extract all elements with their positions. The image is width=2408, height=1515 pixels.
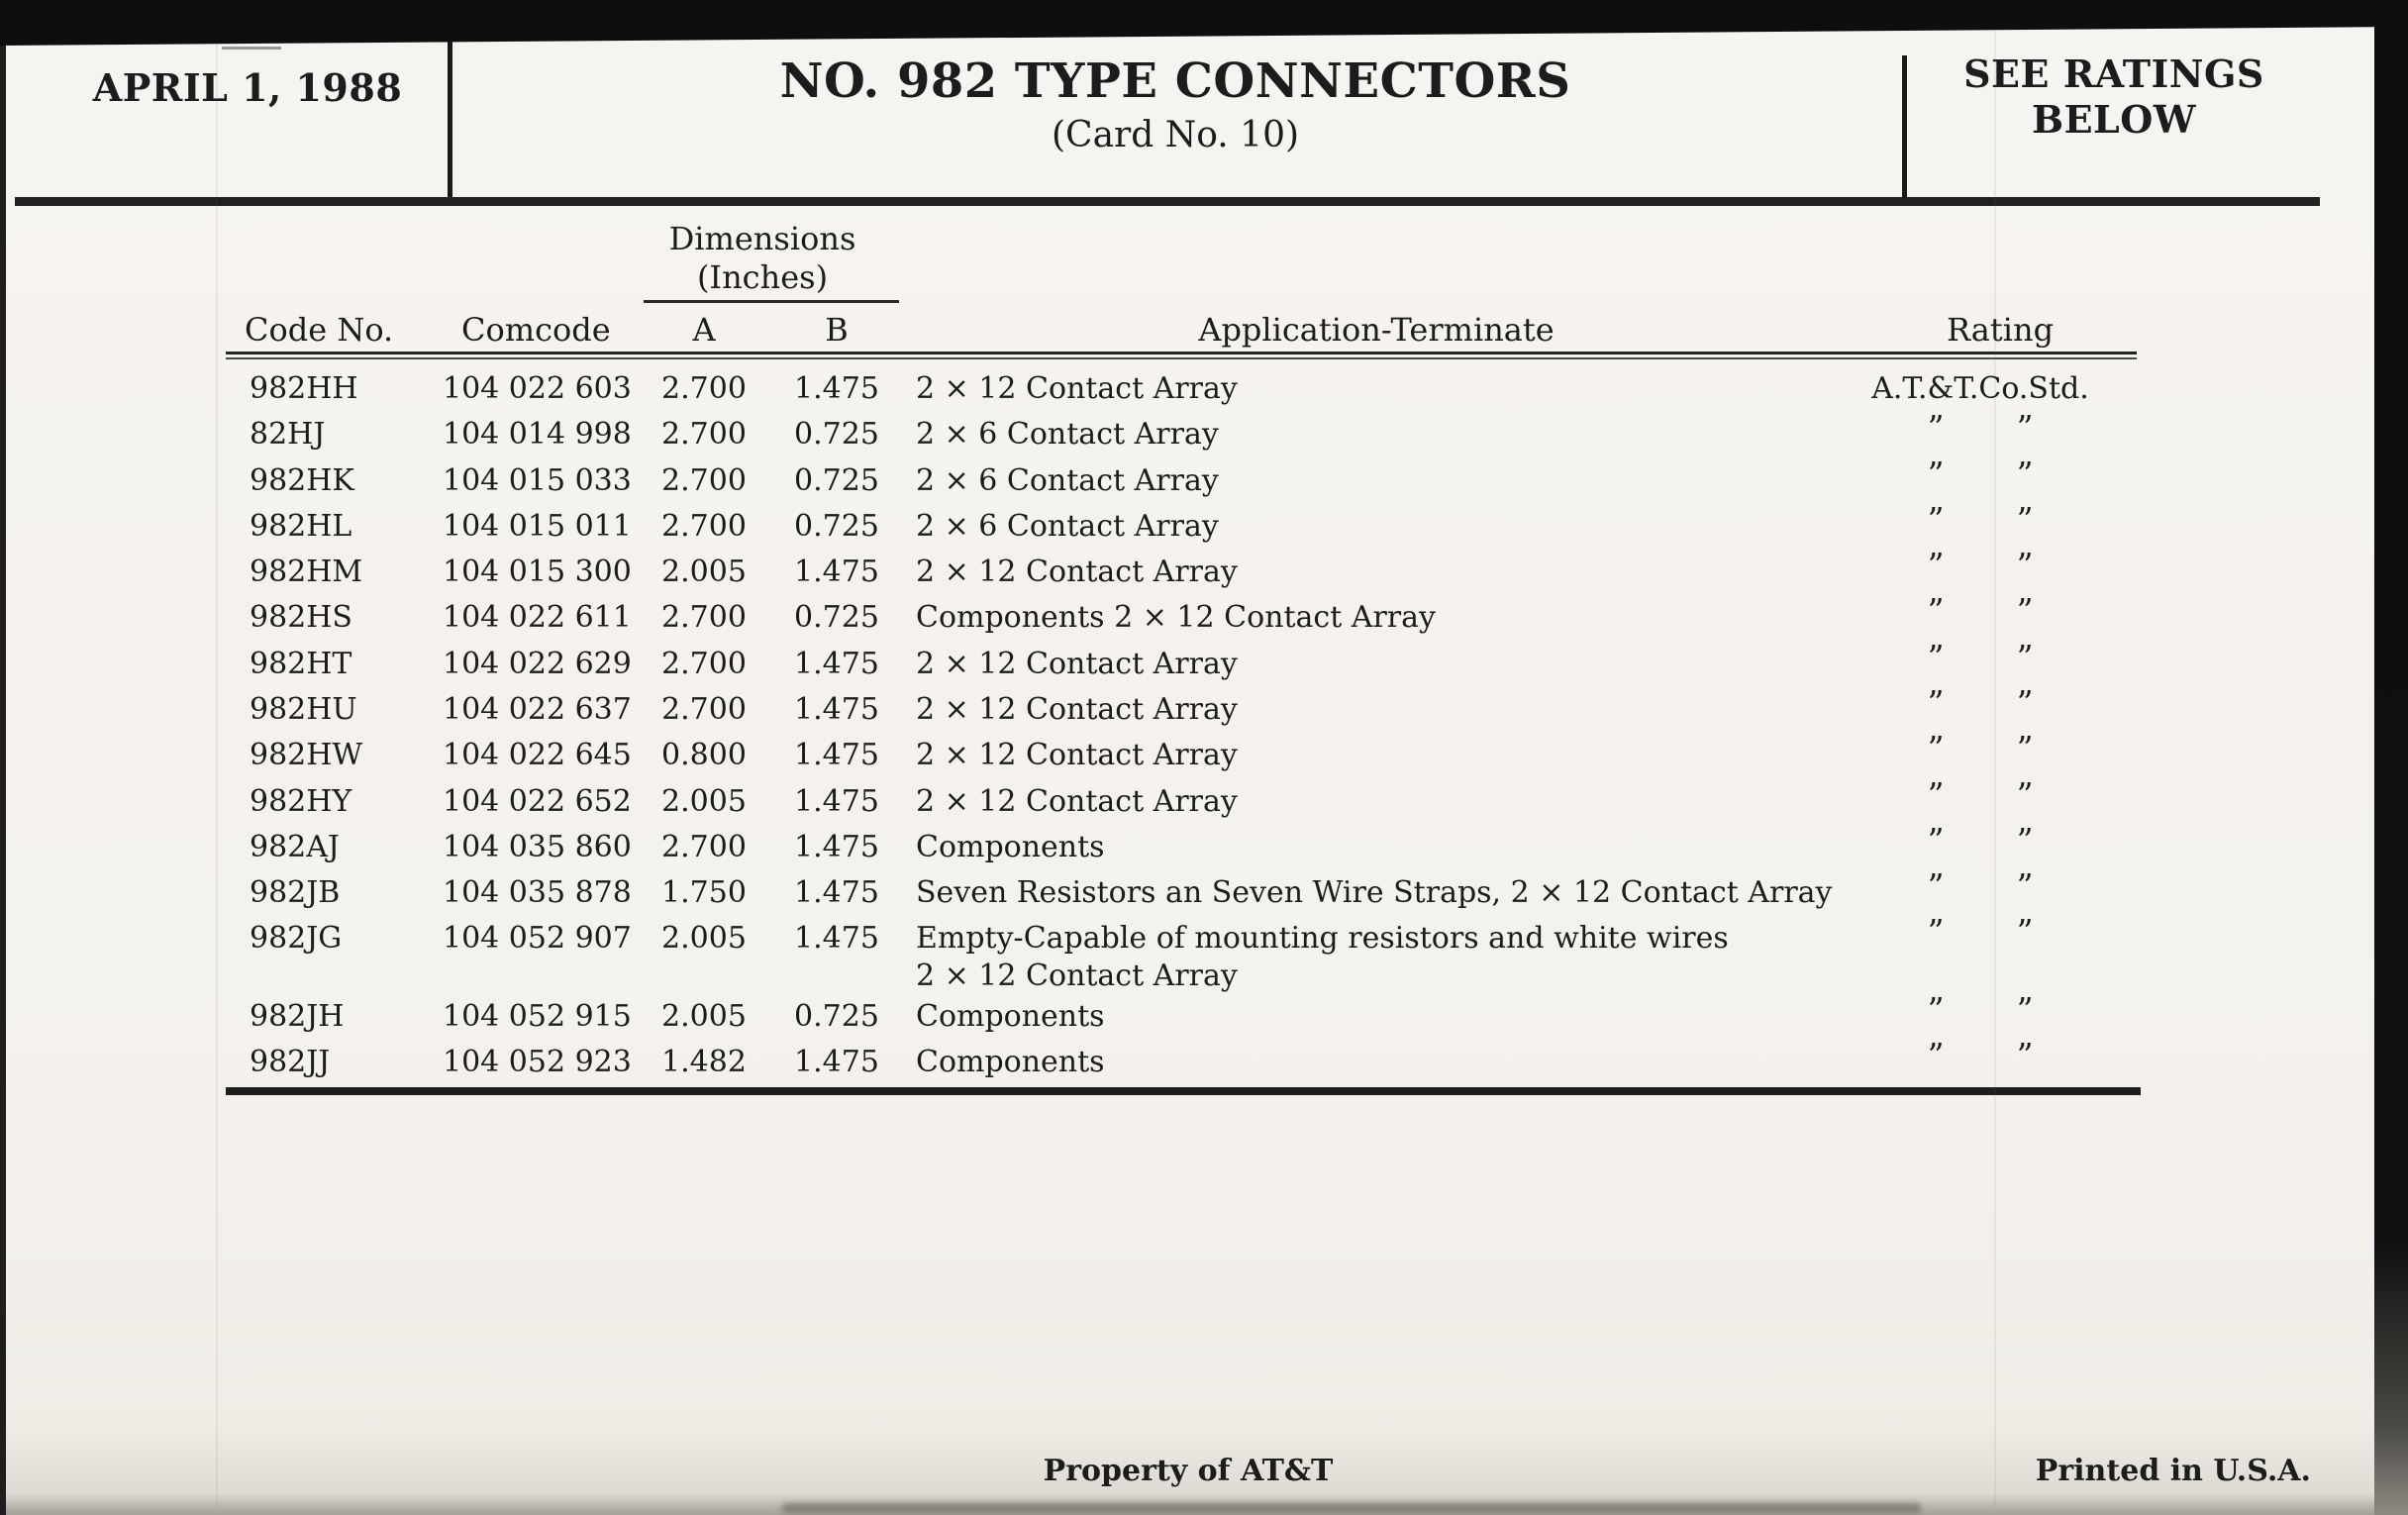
table-row: [248, 866, 2178, 916]
dim-b-cell: 0.725: [794, 998, 879, 1034]
title-block: [449, 53, 1902, 155]
application-line: 2 × 6 Contact Array: [916, 417, 1219, 453]
comcode-cell: 104 052 915: [443, 998, 632, 1034]
table-rows: [248, 366, 2178, 1085]
application-line: 2 × 12 Contact Array: [916, 783, 1238, 819]
table-row: [248, 546, 2178, 595]
application-cell: [916, 550, 1926, 595]
header-divider-right: [1902, 55, 1907, 201]
comcode-cell: 104 015 300: [443, 555, 632, 590]
dim-a-cell: 2.700: [661, 371, 747, 406]
rating-ditto-mark: ”: [1927, 591, 1945, 631]
application-line: Empty-Capable of mounting resistors and white wires: [916, 920, 1729, 956]
table-row: [248, 591, 2178, 641]
dim-b-cell: 0.725: [794, 508, 879, 544]
dim-a-cell: 2.700: [661, 829, 747, 864]
table-row: [248, 366, 2178, 412]
rating-ditto-mark: ”: [1927, 729, 1945, 768]
application-cell: [916, 366, 1926, 412]
application-line: Components: [916, 829, 1105, 864]
dim-b-cell: 1.475: [794, 783, 879, 819]
scan-smudge: [782, 1503, 1921, 1513]
rating-ditto-mark: ”: [2016, 866, 2034, 906]
table-row: [248, 820, 2178, 870]
comcode-cell: 104 015 033: [443, 462, 632, 498]
header-rule: [15, 197, 2320, 206]
scan-noise-mark: [222, 47, 281, 50]
dim-a-cell: 2.700: [661, 600, 747, 636]
dim-a-cell: 2.700: [661, 646, 747, 681]
rating-ditto-mark: ”: [2016, 454, 2034, 493]
application-cell: [916, 595, 1926, 641]
comcode-cell: 104 022 652: [443, 783, 632, 819]
ratings-note: [1916, 51, 2312, 143]
dimensions-group-header: [644, 220, 881, 297]
comcode-cell: 104 022 645: [443, 738, 632, 773]
issue-date: APRIL 1, 1988: [92, 65, 403, 110]
rating-ditto-mark: ”: [2016, 591, 2034, 631]
printed-note: Printed in U.S.A.: [2035, 1454, 2311, 1488]
dim-b-cell: 1.475: [794, 646, 879, 681]
code-no-cell: 982HW: [250, 738, 363, 773]
table-header-rule: [226, 352, 2137, 359]
card-fold-line: [1994, 0, 1996, 1515]
dim-a-cell: 2.700: [661, 417, 747, 453]
rating-ditto-mark: ”: [1927, 774, 1945, 814]
table-row: [248, 454, 2178, 504]
dim-b-cell: 0.725: [794, 600, 879, 636]
code-no-cell: 982AJ: [250, 829, 340, 864]
dim-a-cell: 2.700: [661, 692, 747, 728]
application-cell: [916, 412, 1926, 457]
application-cell: [916, 779, 1926, 825]
code-no-cell: 982HY: [250, 783, 352, 819]
rating-ditto-mark: ”: [1927, 499, 1945, 539]
comcode-cell: 104 052 907: [443, 920, 632, 956]
dim-a-cell: 2.005: [661, 920, 747, 956]
application-cell: [916, 825, 1926, 870]
application-cell: [916, 994, 1926, 1040]
comcode-cell: 104 022 603: [443, 371, 632, 406]
column-header-dim-a: A: [692, 311, 716, 349]
rating-ditto-mark: ”: [1927, 989, 1945, 1029]
dimensions-group-line2: (Inches): [696, 258, 829, 296]
rating-ditto-mark: ”: [1927, 866, 1945, 906]
comcode-cell: 104 014 998: [443, 417, 632, 453]
application-line: 2 × 12 Contact Array: [916, 958, 1238, 993]
rating-ditto-mark: ”: [2016, 820, 2034, 859]
code-no-cell: 982HH: [250, 371, 358, 406]
table-row: [248, 1035, 2178, 1085]
dimensions-group-line1: Dimensions: [668, 220, 856, 257]
table-row: [248, 989, 2178, 1040]
rating-cell: A.T.&T.Co.Std.: [1871, 371, 2089, 406]
application-cell: [916, 504, 1926, 550]
dim-a-cell: 2.005: [661, 555, 747, 590]
comcode-cell: 104 015 011: [443, 508, 632, 544]
application-line: Components: [916, 1044, 1105, 1079]
dim-b-cell: 1.475: [794, 738, 879, 773]
application-line: 2 × 12 Contact Array: [916, 371, 1238, 406]
rating-ditto-mark: ”: [2016, 499, 2034, 539]
application-line: Components 2 × 12 Contact Array: [916, 600, 1436, 636]
rating-ditto-mark: ”: [2016, 911, 2034, 951]
code-no-cell: 982HU: [250, 692, 357, 728]
rating-ditto-mark: ”: [1927, 911, 1945, 951]
scan-edge-top: [0, 0, 2408, 46]
code-no-cell: 982JG: [250, 920, 343, 956]
table-row: [248, 683, 2178, 733]
scan-edge-right: [2374, 0, 2408, 1515]
application-line: 2 × 12 Contact Array: [916, 738, 1238, 773]
comcode-cell: 104 022 637: [443, 692, 632, 728]
dimensions-group-underline: [644, 300, 899, 303]
application-line: 2 × 12 Contact Array: [916, 555, 1238, 590]
application-line: Components: [916, 998, 1105, 1034]
rating-ditto-mark: ”: [2016, 1035, 2034, 1074]
column-header-application: Application-Terminate: [1198, 311, 1555, 349]
property-note: Property of AT&T: [1043, 1454, 1334, 1488]
application-cell: [916, 1040, 1926, 1085]
comcode-cell: 104 052 923: [443, 1044, 632, 1079]
column-header-comcode: Comcode: [461, 311, 611, 349]
scan-edge-left: [0, 0, 6, 1515]
code-no-cell: 982HL: [250, 508, 352, 544]
code-no-cell: 982JH: [250, 998, 345, 1034]
column-header-code: Code No.: [245, 311, 394, 349]
dim-b-cell: 1.475: [794, 692, 879, 728]
table-bottom-rule: [226, 1087, 2141, 1095]
table-row: [248, 911, 2178, 994]
rating-ditto-mark: ”: [1927, 1035, 1945, 1074]
dim-b-cell: 1.475: [794, 875, 879, 911]
rating-ditto-mark: ”: [2016, 989, 2034, 1029]
comcode-cell: 104 035 860: [443, 829, 632, 864]
code-no-cell: 982HT: [250, 646, 352, 681]
application-cell: [916, 687, 1926, 733]
dim-a-cell: 1.482: [661, 1044, 747, 1079]
column-header-dim-b: B: [825, 311, 849, 349]
code-no-cell: 982HS: [250, 600, 352, 636]
application-cell: [916, 733, 1926, 778]
table-row: [248, 637, 2178, 687]
application-cell: [916, 870, 1926, 916]
rating-ditto-mark: ”: [2016, 774, 2034, 814]
dim-b-cell: 0.725: [794, 417, 879, 453]
table-row: [248, 499, 2178, 550]
dim-b-cell: 1.475: [794, 829, 879, 864]
comcode-cell: 104 022 629: [443, 646, 632, 681]
dim-a-cell: 2.005: [661, 998, 747, 1034]
rating-ditto-mark: ”: [2016, 546, 2034, 585]
comcode-cell: 104 022 611: [443, 600, 632, 636]
rating-ditto-mark: ”: [2016, 408, 2034, 448]
dim-a-cell: 2.700: [661, 462, 747, 498]
dim-b-cell: 1.475: [794, 1044, 879, 1079]
application-line: 2 × 12 Contact Array: [916, 692, 1238, 728]
rating-ditto-mark: ”: [2016, 683, 2034, 723]
table-row: [248, 408, 2178, 457]
rating-ditto-mark: ”: [2016, 637, 2034, 676]
application-line: 2 × 6 Contact Array: [916, 462, 1219, 498]
rating-ditto-mark: ”: [2016, 729, 2034, 768]
rating-ditto-mark: ”: [1927, 637, 1945, 676]
code-no-cell: 82HJ: [250, 417, 326, 453]
rating-ditto-mark: ”: [1927, 454, 1945, 493]
code-no-cell: 982JB: [250, 875, 341, 911]
rating-ditto-mark: ”: [1927, 820, 1945, 859]
dim-b-cell: 1.475: [794, 920, 879, 956]
ratings-note-line1: SEE RATINGS: [1963, 51, 2264, 96]
code-no-cell: 982HK: [250, 462, 354, 498]
dim-a-cell: 2.005: [661, 783, 747, 819]
application-line: 2 × 12 Contact Array: [916, 646, 1238, 681]
application-cell: [916, 458, 1926, 504]
card-fold-line: [216, 0, 218, 1515]
application-line: 2 × 6 Contact Array: [916, 508, 1219, 544]
ratings-note-line2: BELOW: [2031, 97, 2197, 142]
column-header-rating: Rating: [1946, 311, 2055, 349]
page-title: NO. 982 TYPE CONNECTORS: [779, 53, 1571, 109]
dim-a-cell: 1.750: [661, 875, 747, 911]
comcode-cell: 104 035 878: [443, 875, 632, 911]
rating-ditto-mark: ”: [1927, 546, 1945, 585]
page-subtitle: (Card No. 10): [1051, 115, 1300, 155]
dim-b-cell: 1.475: [794, 555, 879, 590]
rating-ditto-mark: ”: [1927, 408, 1945, 448]
application-cell: [916, 920, 1926, 995]
code-no-cell: 982HM: [250, 555, 363, 590]
table-row: [248, 774, 2178, 825]
dim-a-cell: 2.700: [661, 508, 747, 544]
rating-ditto-mark: ”: [1927, 683, 1945, 723]
code-no-cell: 982JJ: [250, 1044, 331, 1079]
dim-a-cell: 0.800: [661, 738, 747, 773]
dim-b-cell: 0.725: [794, 462, 879, 498]
table-row: [248, 729, 2178, 778]
application-line: Seven Resistors an Seven Wire Straps, 2 × 12 Contact Array: [916, 875, 1833, 911]
application-cell: [916, 642, 1926, 687]
dim-b-cell: 1.475: [794, 371, 879, 406]
